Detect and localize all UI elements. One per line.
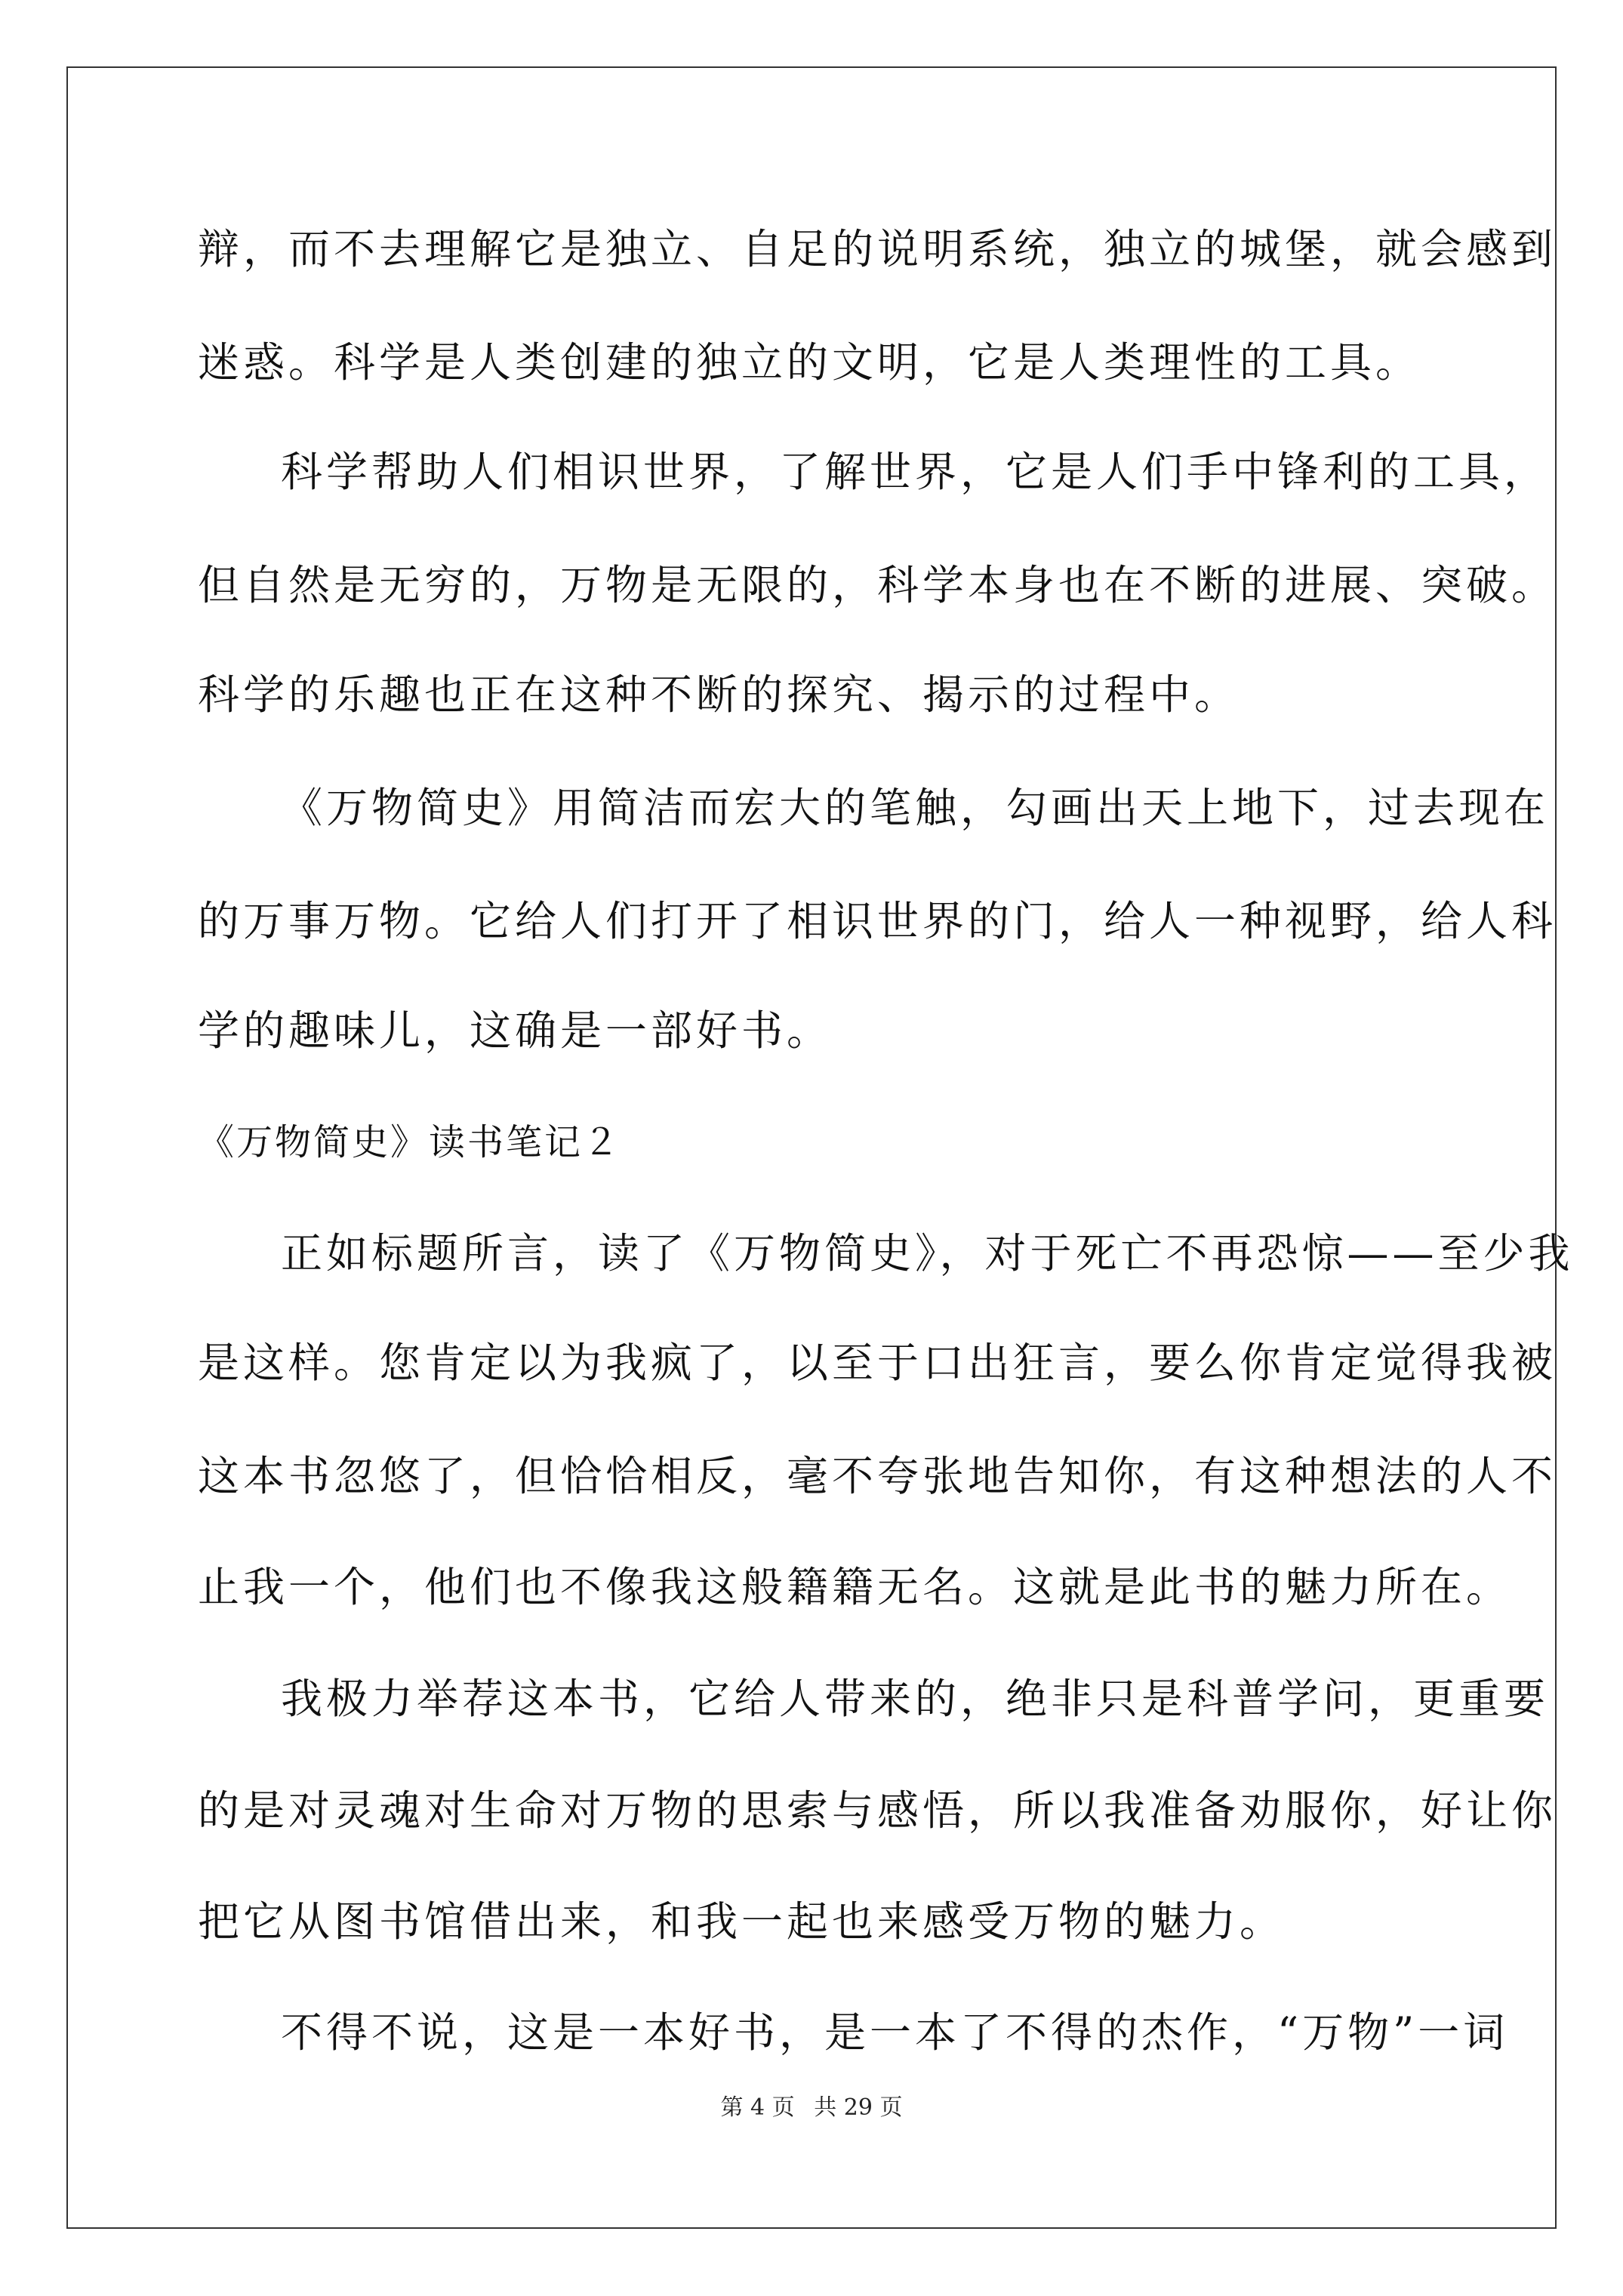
paragraph-first-line: 正如标题所言，读了《万物简史》，对于死亡不再恐惊——至少我 [281, 1229, 1574, 1277]
page-total: 共 29 页 [814, 2094, 903, 2121]
text-line: 辩，而不去理解它是独立、自足的说明系统，独立的城堡，就会感到 [198, 225, 1557, 273]
page-footer [0, 2093, 1623, 2123]
page-number: 第 4 页 [720, 2094, 795, 2121]
text-line: 是这样。您肯定以为我疯了，以至于口出狂言，要么你肯定觉得我被 [198, 1339, 1557, 1387]
text-line: 把它从图书馆借出来，和我一起也来感受万物的魅力。 [198, 1897, 1286, 1946]
paragraph-first-line: 科学帮助人们相识世界，了解世界，它是人们手中锋利的工具， [281, 448, 1550, 496]
text-line: 止我一个，他们也不像我这般籍籍无名。这就是此书的魅力所在。 [198, 1563, 1512, 1611]
text-line: 但自然是无穷的，万物是无限的，科学本身也在不断的进展、突破。 [198, 561, 1557, 609]
text-line: 科学的乐趣也正在这种不断的探究、揭示的过程中。 [198, 670, 1240, 719]
paragraph-first-line: 《万物简史》用简洁而宏大的笔触，勾画出天上地下，过去现在 [281, 784, 1550, 832]
paragraph-first-line: 我极力举荐这本书，它给人带来的，绝非只是科普学问，更重要 [281, 1675, 1550, 1723]
text-line: 这本书忽悠了，但恰恰相反，毫不夸张地告知你，有这种想法的人不 [198, 1452, 1557, 1500]
text-line: 的万事万物。它给人们打开了相识世界的门，给人一种视野，给人科 [198, 897, 1557, 945]
section-heading: 《万物简史》读书笔记２ [198, 1121, 622, 1163]
text-line: 学的趣味儿，这确是一部好书。 [198, 1006, 833, 1055]
paragraph-first-line: 不得不说，这是一本好书，是一本了不得的杰作，“万物”一词 [281, 2008, 1509, 2057]
text-line: 迷惑。科学是人类创建的独立的文明，它是人类理性的工具。 [198, 338, 1421, 387]
text-line: 的是对灵魂对生命对万物的思索与感悟，所以我准备劝服你，好让你 [198, 1786, 1557, 1835]
